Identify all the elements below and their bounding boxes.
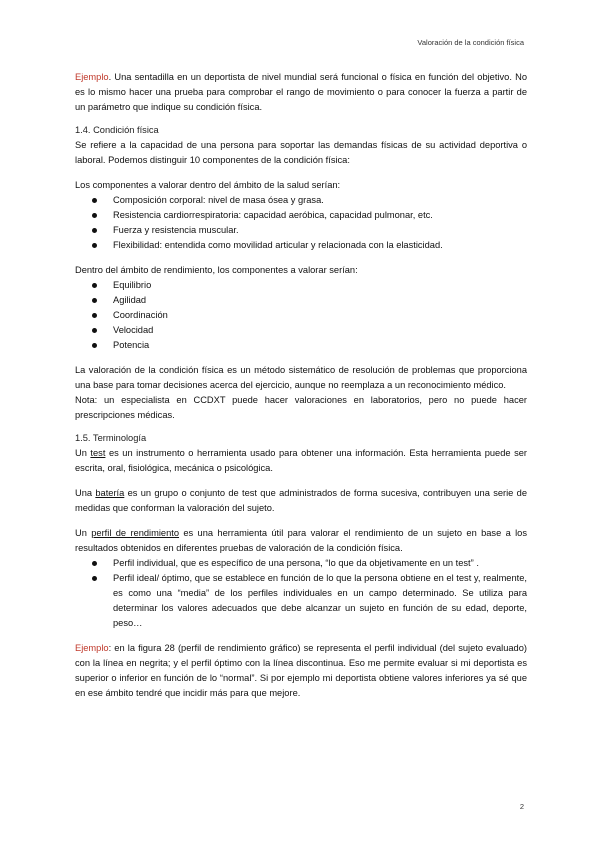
perfil-list (75, 556, 527, 631)
example-text: : en la figura 28 (perfil de rendimiento gráfico) se representa el perfil individual (del sujeto evaluado) con la línea en negrita; y el perfil óptimo con la línea discontinua. Eso me permite evaluar si mi deportista es superior o inferior en función de lo “normal”. Si por ejemplo mi deportista obtiene valores inferiores ya sé que en ese ámbito tendré que incidir más para que mejore. (75, 643, 527, 698)
list-item: Potencia (113, 338, 527, 353)
rendimiento-list (75, 278, 527, 353)
list-item: Coordinación (113, 308, 527, 323)
list-item: Equilibrio (113, 278, 527, 293)
test-definition: Un test es un instrumento o herramienta usado para obtener una información. Esta herramienta puede ser escrita, oral, fisiológica, mecánica o psicológica. (75, 448, 527, 473)
perfil-definition: Un perfil de rendimiento es una herramienta útil para valorar el rendimiento de un sujeto en base a los resultados obtenidos en diferentes pruebas de valoración de la condición física. (75, 528, 528, 553)
list-item: Perfil individual, que es específico de una persona, “lo que da objetivamente en un test” . (113, 556, 527, 571)
example-paragraph-2 (75, 641, 527, 701)
term-bateria: batería (95, 488, 125, 498)
list-item: Velocidad (113, 323, 527, 338)
page-number: 2 (519, 802, 524, 811)
condicion-intro: Se refiere a la capacidad de una persona para soportar las demandas físicas de su actividad deportiva o laboral. Podemos distinguir 10 componentes de la condición física: (75, 140, 527, 165)
list-item: Flexibilidad: entendida como movilidad articular y relacionada con la elasticidad. (113, 238, 527, 253)
list-item: Resistencia cardiorrespiratoria: capacidad aeróbica, capacidad pulmonar, etc. (113, 208, 527, 223)
running-header: Valoración de la condición física (417, 38, 524, 47)
term-perfil: perfil de rendimiento (91, 528, 180, 538)
term-test: test (90, 448, 106, 458)
list-item: Fuerza y resistencia muscular. (113, 223, 527, 238)
list-item: Composición corporal: nivel de masa ósea y grasa. (113, 193, 527, 208)
nota-paragraph: Nota: un especialista en CCDXT puede hacer valoraciones en laboratorios, pero no puede hacer prescripciones médicas. (75, 395, 527, 420)
section-heading-1-4: 1.4. Condición física (75, 125, 159, 135)
example-paragraph-1 (75, 70, 527, 115)
list-item: Perfil ideal/ óptimo, que se establece en función de lo que la persona obtiene en el test y, realmente, es como una “media” de los perfiles individuales en un campo determinado. Se utiliza para determinar los valores adecuados que debe alcanzar un sujeto en función de su edad, deporte, peso… (113, 571, 527, 631)
bateria-definition: Una batería es un grupo o conjunto de test que administrados de forma sucesiva, contribuyen una serie de medidas que conforman la valoración del sujeto. (75, 488, 527, 513)
rendimiento-intro: Dentro del ámbito de rendimiento, los componentes a valorar serían: (75, 265, 358, 275)
salud-intro: Los componentes a valorar dentro del ámbito de la salud serían: (75, 180, 341, 190)
section-heading-1-5: 1.5. Terminología (75, 433, 147, 443)
valoracion-paragraph: La valoración de la condición física es un método sistemático de resolución de problemas que proporciona una base para tomar decisiones acerca del ejercicio, aunque no reemplaza a un reconocimiento médico. (75, 365, 527, 390)
salud-list (75, 193, 527, 253)
example-label: Ejemplo (75, 72, 109, 82)
example-label: Ejemplo (75, 643, 109, 653)
page-body (75, 70, 527, 701)
example-text: . Una sentadilla en un deportista de nivel mundial será funcional o física en función del objetivo. No es lo mismo hacer una prueba para comprobar el rango de movimiento o para conocer la fuerza a partir de un parámetro que indique su condición física. (75, 72, 527, 112)
list-item: Agilidad (113, 293, 527, 308)
